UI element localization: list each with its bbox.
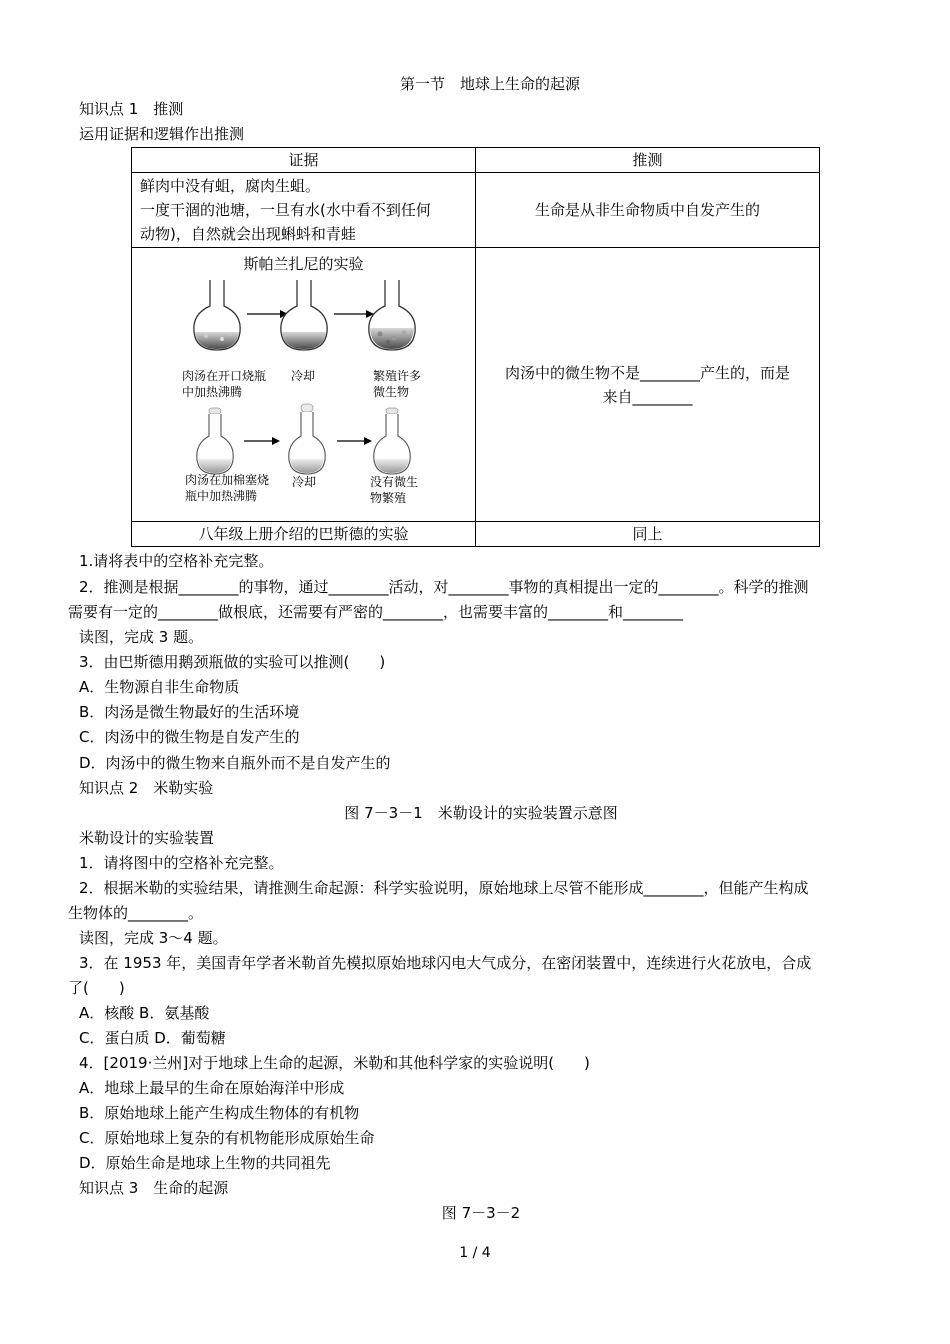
- arrow-icon: [334, 310, 374, 318]
- page-number: 1 / 4: [459, 1245, 491, 1261]
- figure-label: 中加热沸腾: [182, 385, 243, 399]
- figure-caption: 图 7－3－2: [441, 1204, 521, 1222]
- kp2-read-note: 读图，完成 3～4 题。: [79, 929, 228, 947]
- figure-label: 肉汤在加棉塞烧: [185, 473, 270, 487]
- header-inference: 推测: [476, 148, 820, 173]
- figure-label: 物繁殖: [370, 491, 407, 505]
- option-b: B．肉汤是微生物最好的生活环境: [79, 703, 300, 721]
- experiment-title: 斯帕兰扎尼的实验: [243, 255, 364, 273]
- option-d: D．肉汤中的微生物来自瓶外而不是自发产生的: [79, 754, 391, 772]
- kp1-question-3: 3．由巴斯德用鹅颈瓶做的实验可以推测( ): [79, 653, 386, 671]
- flask-stoppered-no-microbes: [374, 408, 411, 474]
- kp2-question-2-line: 2．根据米勒的实验结果，请推测生命起源：科学实验说明，原始地球上尽管不能形成________，但能产生构成: [79, 879, 809, 897]
- figure-label: 瓶中加热沸腾: [185, 489, 258, 503]
- header-evidence: 证据: [132, 148, 476, 173]
- row2-inference: [476, 248, 820, 522]
- row1-evidence-line: 一度干涸的池塘，一旦有水(水中看不到任何: [140, 201, 431, 219]
- flask-open-cooling: [281, 280, 327, 350]
- arrow-icon: [244, 437, 280, 445]
- figure-label: 没有微生: [370, 475, 419, 489]
- kp2-heading: 知识点 2 米勒实验: [79, 779, 214, 797]
- table-header-row: [132, 148, 820, 173]
- kp2-question-1: 1．请将图中的空格补充完整。: [79, 854, 284, 872]
- row2-inference-line: 来自________: [602, 387, 693, 406]
- table-row: [132, 248, 820, 522]
- table-row: [132, 173, 820, 248]
- kp1-question-2-line: 需要有一定的________做根底，还需要有严密的________，也需要丰富的________和________: [68, 603, 684, 621]
- option-c: C．肉汤中的微生物是自发产生的: [79, 728, 300, 746]
- kp1-heading: 知识点 1 推测: [79, 100, 184, 118]
- kp2-question-3-line: 了( ): [68, 979, 125, 997]
- kp1-subheading: 运用证据和逻辑作出推测: [79, 125, 245, 143]
- option-b: B．原始地球上能产生构成生物体的有机物: [79, 1104, 360, 1122]
- figure-caption: 图 7－3－1 米勒设计的实验装置示意图: [344, 804, 618, 822]
- kp1-question-2-line: 2．推测是根据________的事物，通过________活动，对________事物的真相提出一定的________。科学的推测: [79, 578, 809, 596]
- options-cd: C．蛋白质 D．葡萄糖: [79, 1029, 226, 1047]
- row3-inference: 同上: [476, 522, 820, 547]
- figure-label: 冷却: [292, 475, 317, 489]
- kp3-heading: 知识点 3 生命的起源: [79, 1179, 229, 1197]
- section-title: 第一节 地球上生命的起源: [399, 75, 580, 93]
- arrow-icon: [337, 437, 372, 445]
- flask-open-microbes: [369, 280, 415, 350]
- spallanzani-figure: [132, 276, 475, 504]
- kp2-question-2-line: 生物体的________。: [68, 904, 204, 922]
- arrow-icon: [247, 310, 288, 318]
- flask-stoppered-cooling: [289, 404, 326, 474]
- row1-evidence-line: 动物)，自然就会出现蝌蚪和青蛙: [140, 225, 356, 243]
- option-a: A．地球上最早的生命在原始海洋中形成: [79, 1079, 345, 1097]
- kp1-question-1: 1.请将表中的空格补充完整。: [79, 552, 274, 570]
- kp2-question-3-line: 3．在 1953 年，美国青年学者米勒首先模拟原始地球闪电大气成分，在密闭装置中，连续进行火花放电，合成: [79, 954, 812, 972]
- table-row: [132, 522, 820, 547]
- option-d: D．原始生命是地球上生物的共同祖先: [79, 1154, 331, 1172]
- options-ab: A．核酸 B．氨基酸: [79, 1004, 210, 1022]
- figure-label: 肉汤在开口烧瓶: [182, 369, 267, 383]
- figure-label: 繁殖许多: [373, 369, 422, 383]
- kp2-question-4: 4．[2019·兰州]对于地球上生命的起源，米勒和其他科学家的实验说明( ): [79, 1054, 590, 1072]
- row3-evidence: 八年级上册介绍的巴斯德的实验: [132, 522, 476, 547]
- option-c: C．原始地球上复杂的有机物能形成原始生命: [79, 1129, 375, 1147]
- option-a: A．生物源自非生命物质: [79, 678, 240, 696]
- row2-evidence: [132, 248, 476, 522]
- figure-label: 冷却: [291, 369, 316, 383]
- flask-open-boiling: [194, 280, 240, 350]
- row1-evidence-line: 鲜肉中没有蛆，腐肉生蛆。: [140, 177, 321, 195]
- figure-label: 米勒设计的实验装置: [79, 829, 215, 847]
- row1-inference: 生命是从非生命物质中自发产生的: [476, 173, 820, 248]
- row1-evidence: [132, 173, 476, 248]
- figure-label: 微生物: [373, 385, 410, 399]
- row2-inference-line: 肉汤中的微生物不是________产生的，而是: [504, 363, 790, 382]
- kp1-read-note: 读图，完成 3 题。: [79, 628, 204, 646]
- flask-stoppered-boiling: [197, 408, 234, 474]
- evidence-inference-table: [131, 147, 820, 547]
